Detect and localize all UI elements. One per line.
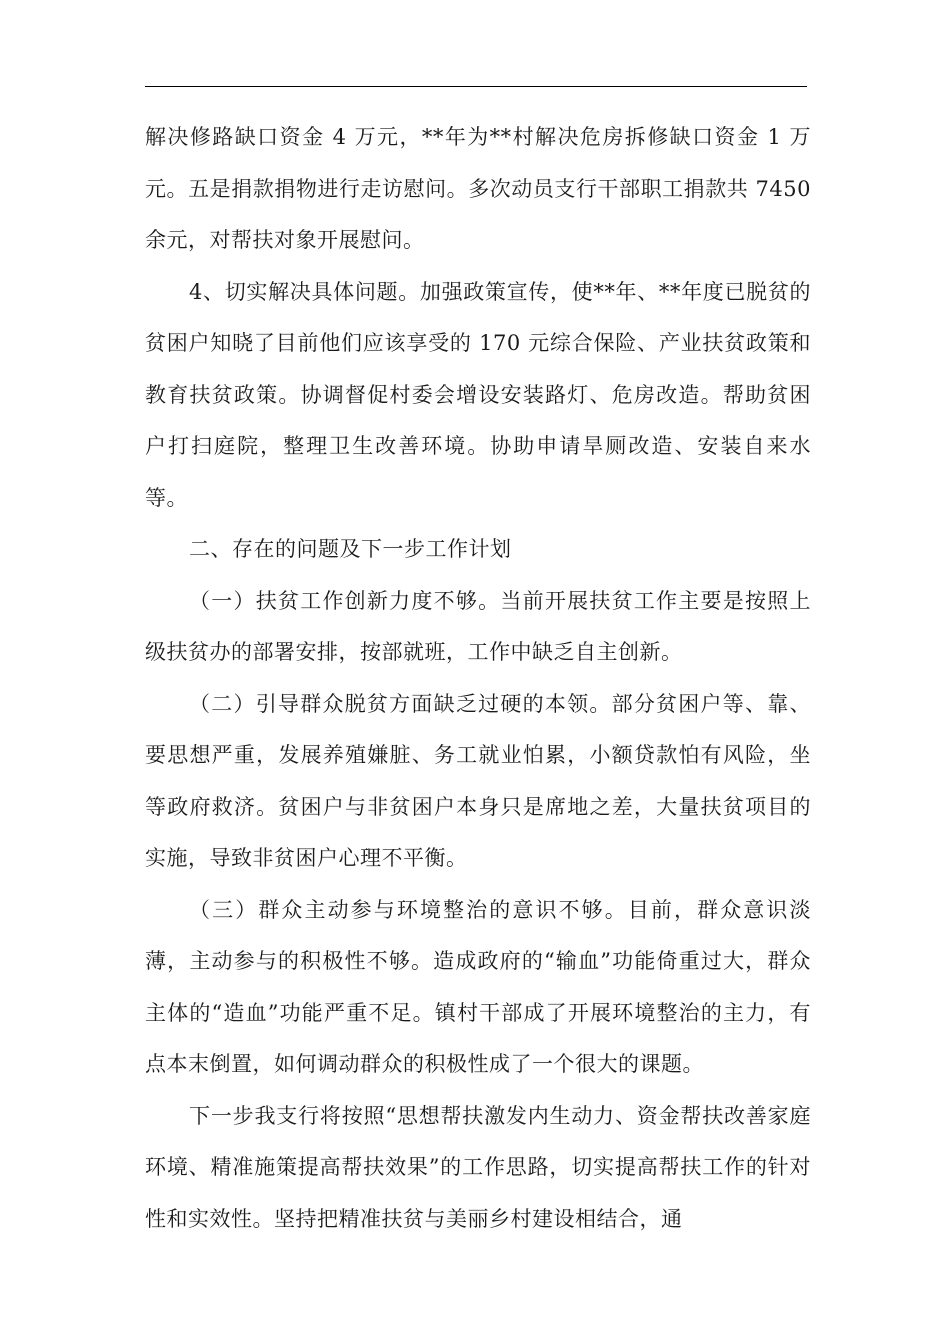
- paragraph-problem-2: （二）引导群众脱贫方面缺乏过硬的本领。部分贫困户等、靠、要思想严重，发展养殖嫌脏、务工就业怕累，小额贷款怕有风险，坐等政府救济。贫困户与非贫困户本身只是席地之差，大量扶贫项目的实施，导致非贫困户心理不平衡。: [145, 691, 811, 870]
- document-body: [145, 112, 811, 1245]
- section-heading-2: 二、存在的问题及下一步工作计划: [189, 537, 512, 561]
- paragraph-problem-1: （一）扶贫工作创新力度不够。当前开展扶贫工作主要是按照上级扶贫办的部署安排，按部就班，工作中缺乏自主创新。: [145, 588, 811, 664]
- header-rule: [145, 86, 807, 87]
- paragraph-next-steps: 下一步我支行将按照“思想帮扶激发内生动力、资金帮扶改善家庭环境、精准施策提高帮扶效果”的工作思路，切实提高帮扶工作的针对性和实效性。坚持把精准扶贫与美丽乡村建设相结合，通: [145, 1103, 811, 1231]
- paragraph-item-4: 4、切实解决具体问题。加强政策宣传，使**年、**年度已脱贫的贫困户知晓了目前他们应该享受的 170 元综合保险、产业扶贫政策和教育扶贫政策。协调督促村委会增设安装路灯、危房改造。帮助贫困户打扫庭院，整理卫生改善环境。协助申请旱厕改造、安装自来水等。: [145, 279, 811, 510]
- paragraph-problem-3: （三）群众主动参与环境整治的意识不够。目前，群众意识淡薄，主动参与的积极性不够。造成政府的“输血”功能倚重过大，群众主体的“造血”功能严重不足。镇村干部成了开展环境整治的主力，有点本末倒置，如何调动群众的积极性成了一个很大的课题。: [145, 897, 811, 1076]
- paragraph-continuation: 解决修路缺口资金 4 万元，**年为**村解决危房拆修缺口资金 1 万元。五是捐款捐物进行走访慰问。多次动员支行干部职工捐款共 7450 余元，对帮扶对象开展慰问。: [145, 125, 811, 252]
